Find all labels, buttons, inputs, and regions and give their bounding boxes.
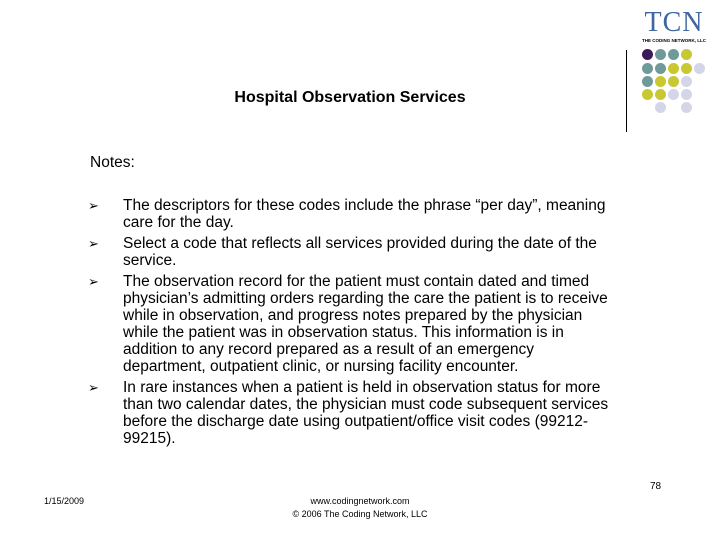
slide-title: Hospital Observation Services — [234, 89, 466, 106]
decorative-dot — [642, 49, 653, 60]
bullet-icon: ➢ — [88, 236, 99, 251]
decorative-dot — [668, 76, 679, 87]
decorative-dot — [681, 63, 692, 74]
decorative-dot — [642, 76, 653, 87]
decorative-dot — [655, 63, 666, 74]
bullet-item — [88, 379, 618, 447]
decorative-dot — [681, 76, 692, 87]
bullet-icon: ➢ — [88, 274, 99, 289]
logo-subtitle: THE CODING NETWORK, LLC — [642, 38, 706, 43]
bullet-item — [88, 273, 618, 375]
decorative-dot — [668, 49, 679, 60]
bullet-text: The observation record for the patient must contain dated and timed physician’s admitting orders regarding the care the patient is to receive while in observation, and progress notes prepared by the physician while the patient was in observation status. This information is in addition to any record prepared as a result of an emergency department, outpatient clinic, or nursing facility encounter. — [123, 273, 608, 375]
decorative-dot — [681, 49, 692, 60]
bullet-item — [88, 235, 618, 269]
bullet-text: In rare instances when a patient is held in observation status for more than two calendar dates, the physician must code subsequent services before the discharge date using outpatient/office visit codes (99212-99215). — [123, 379, 609, 447]
decorative-dot — [642, 63, 653, 74]
footer-website: www.codingnetwork.com — [310, 496, 410, 506]
bullet-text: The descriptors for these codes include the phrase “per day”, meaning care for the day. — [123, 197, 606, 231]
bullet-icon: ➢ — [88, 198, 99, 213]
logo-text: TCN — [644, 7, 704, 38]
bullet-list — [88, 197, 618, 451]
notes-label: Notes: — [90, 154, 135, 171]
decorative-dot — [668, 63, 679, 74]
footer-copyright: © 2006 The Coding Network, LLC — [292, 509, 428, 519]
bullet-item — [88, 197, 618, 231]
bullet-text: Select a code that reflects all services provided during the date of the service. — [123, 235, 597, 269]
decorative-dot — [655, 76, 666, 87]
footer-date: 1/15/2009 — [44, 496, 85, 506]
bullet-icon: ➢ — [88, 380, 99, 395]
decorative-dot — [694, 63, 705, 74]
decorative-dot — [655, 49, 666, 60]
company-logo — [636, 8, 712, 44]
page-number: 78 — [650, 481, 662, 492]
